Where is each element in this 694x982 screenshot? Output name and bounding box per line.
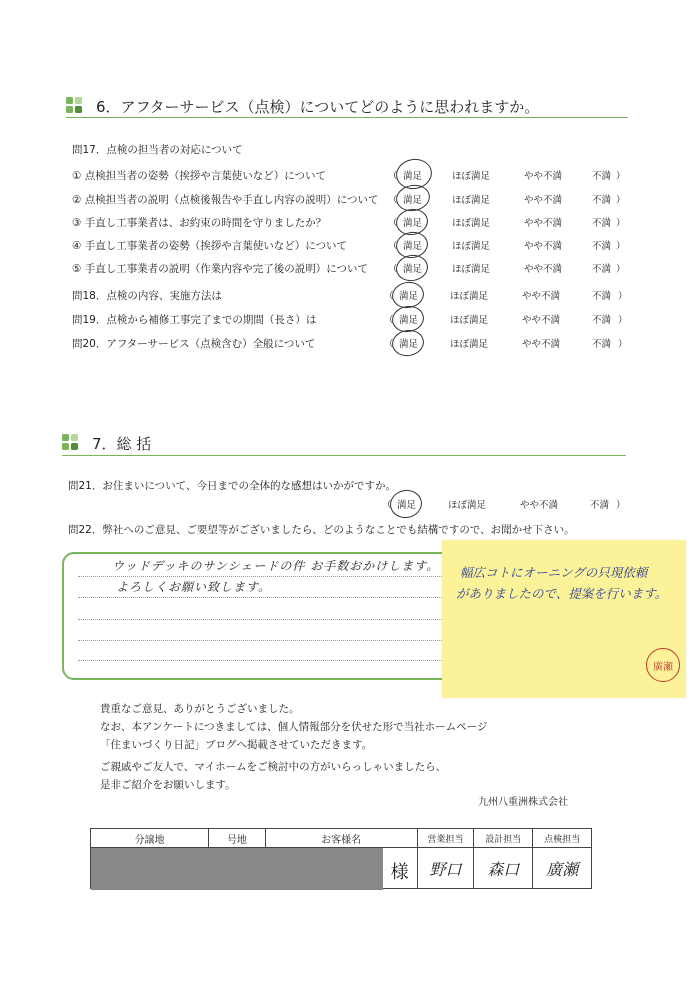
option-mostly-satisfied[interactable]: ほぼ満足: [448, 500, 487, 511]
company-name: 九州八重洲株式会社: [478, 797, 568, 808]
option-row-q18: （ 満足 ほぼ満足 やや不満 不満 ）: [384, 288, 628, 302]
section7-title: 7．総 括: [92, 435, 152, 453]
comment-line: [78, 576, 448, 577]
option-unsatisfied[interactable]: 不満: [592, 315, 612, 326]
option-somewhat-unsatisfied[interactable]: やや不満: [524, 218, 563, 229]
sales-person: 野口: [417, 848, 474, 889]
option-satisfied[interactable]: 満足: [399, 339, 419, 350]
option-satisfied[interactable]: 満足: [403, 241, 423, 252]
option-mostly-satisfied[interactable]: ほぼ満足: [452, 264, 491, 275]
selected-circle: [394, 252, 430, 283]
comment-line: [78, 660, 448, 661]
option-unsatisfied[interactable]: 不満: [592, 171, 612, 182]
option-row-q20: （ 満足 ほぼ満足 やや不満 不満 ）: [384, 336, 628, 350]
header-design: 設計担当: [474, 829, 533, 848]
q19-label: 問19．点検から補修工事完了までの期間（長さ）は: [72, 314, 317, 326]
option-unsatisfied[interactable]: 不満: [592, 218, 612, 229]
thanks-line1: 貴重なご意見、ありがとうございました。: [100, 703, 300, 715]
q17-label: 問17．点検の担当者の対応について: [72, 144, 243, 156]
option-mostly-satisfied[interactable]: ほぼ満足: [452, 195, 491, 206]
q22-label: 問22．弊社へのご意見、ご要望等がございましたら、どのようなことでも結構ですので、お聞かせ下さい。: [68, 524, 575, 536]
option-satisfied[interactable]: 満足: [403, 218, 423, 229]
q17-item-4: ④ 手直し工事業者の姿勢（挨拶や言葉使いなど）について: [72, 240, 348, 252]
section6-rule: [66, 117, 628, 118]
q21-label: 問21．お住まいについて、今日までの全体的な感想はいかがですか。: [68, 480, 396, 492]
redacted-block: [91, 848, 383, 890]
option-somewhat-unsatisfied[interactable]: やや不満: [524, 241, 563, 252]
option-satisfied[interactable]: 満足: [399, 291, 419, 302]
header-sales: 営業担当: [417, 829, 474, 848]
option-row-q19: （ 満足 ほぼ満足 やや不満 不満 ）: [384, 312, 628, 326]
option-row-q17-2: （ 満足 ほぼ満足 やや不満 不満 ）: [388, 192, 628, 206]
stamp-text: 廣瀬: [653, 661, 673, 673]
approval-stamp: [646, 648, 680, 682]
comment-line: [78, 619, 448, 620]
option-somewhat-unsatisfied[interactable]: やや不満: [524, 171, 563, 182]
option-row-q17-3: （ 満足 ほぼ満足 やや不満 不満 ）: [388, 215, 628, 229]
option-mostly-satisfied[interactable]: ほぼ満足: [450, 315, 489, 326]
section6-title: 6．アフターサービス（点検）についてどのように思われますか。: [96, 98, 540, 116]
option-unsatisfied[interactable]: 不満: [592, 195, 612, 206]
q20-label: 問20．アフターサービス（点検含む）全般について: [72, 338, 316, 350]
option-unsatisfied[interactable]: 不満: [592, 241, 612, 252]
q17-item-2: ② 点検担当者の説明（点検後報告や手直し内容の説明）について: [72, 194, 379, 206]
comment-line: [78, 640, 448, 641]
option-satisfied[interactable]: 満足: [403, 195, 423, 206]
header-number: 号地: [209, 829, 266, 848]
option-row-q17-4: （ 満足 ほぼ満足 やや不満 不満 ）: [388, 238, 628, 252]
option-mostly-satisfied[interactable]: ほぼ満足: [452, 218, 491, 229]
q18-label: 問18．点検の内容、実施方法は: [72, 290, 222, 302]
option-mostly-satisfied[interactable]: ほぼ満足: [450, 291, 489, 302]
inspect-person: 廣瀬: [533, 848, 592, 889]
option-somewhat-unsatisfied[interactable]: やや不満: [522, 339, 561, 350]
thanks-line2: なお、本アンケートにつきましては、個人情報部分を伏せた形で当社ホームページ: [100, 721, 488, 733]
option-unsatisfied[interactable]: 不満: [590, 500, 610, 511]
option-somewhat-unsatisfied[interactable]: やや不満: [520, 500, 559, 511]
option-somewhat-unsatisfied[interactable]: やや不満: [524, 264, 563, 275]
option-satisfied[interactable]: 満足: [399, 315, 419, 326]
option-unsatisfied[interactable]: 不満: [592, 291, 612, 302]
header-lot: 分譲地: [91, 829, 209, 848]
option-unsatisfied[interactable]: 不満: [592, 339, 612, 350]
q17-item-5: ⑤ 手直し工事業者の説明（作業内容や完了後の説明）について: [72, 263, 369, 275]
comment-text-line2: よろしくお願い致します。: [116, 580, 272, 594]
option-somewhat-unsatisfied[interactable]: やや不満: [522, 291, 561, 302]
thanks-line5: 是非ご紹介をお願いします。: [100, 779, 236, 791]
section7-rule: [62, 455, 626, 456]
customer-table: [90, 828, 592, 889]
comment-text-line1: ウッドデッキのサンシェードの件 お手数おかけします。: [112, 559, 440, 573]
sticky-note-line2: がありましたので、提案を行います。: [456, 586, 668, 601]
comment-line: [78, 597, 448, 598]
option-row-q17-5: （ 満足 ほぼ満足 やや不満 不満 ）: [388, 261, 628, 275]
customer-cell: [91, 848, 418, 889]
q17-item-1: ① 点検担当者の姿勢（挨拶や言葉使いなど）について: [72, 170, 327, 182]
option-somewhat-unsatisfied[interactable]: やや不満: [522, 315, 561, 326]
option-mostly-satisfied[interactable]: ほぼ満足: [452, 241, 491, 252]
sticky-note-line1: 幅広コトにオーニングの只現依頼: [460, 565, 648, 580]
header-inspect: 点検担当: [533, 829, 592, 848]
option-satisfied[interactable]: 満足: [403, 264, 423, 275]
option-row-q21: （ 満足 ほぼ満足 やや不満 不満 ）: [382, 497, 626, 511]
option-mostly-satisfied[interactable]: ほぼ満足: [450, 339, 489, 350]
thanks-line4: ご親戚やご友人で、マイホームをご検討中の方がいらっしゃいましたら、: [100, 761, 447, 773]
selected-circle: [390, 327, 426, 358]
customer-suffix: 様: [390, 862, 409, 883]
option-somewhat-unsatisfied[interactable]: やや不満: [524, 195, 563, 206]
option-satisfied[interactable]: 満足: [403, 171, 423, 182]
option-satisfied[interactable]: 満足: [397, 500, 417, 511]
option-mostly-satisfied[interactable]: ほぼ満足: [452, 171, 491, 182]
option-row-q17-1: （ 満足 ほぼ満足 やや不満 不満 ）: [388, 168, 628, 182]
thanks-line3: 「住まいづくり日記」ブログへ掲載させていただきます。: [100, 739, 373, 751]
header-customer: お客様名: [265, 829, 417, 848]
section6-icon: [66, 97, 86, 115]
option-unsatisfied[interactable]: 不満: [592, 264, 612, 275]
section7-icon: [62, 434, 82, 452]
design-person: 森口: [474, 848, 533, 889]
q17-item-3: ③ 手直し工事業者は、お約束の時間を守りましたか？: [72, 217, 327, 229]
